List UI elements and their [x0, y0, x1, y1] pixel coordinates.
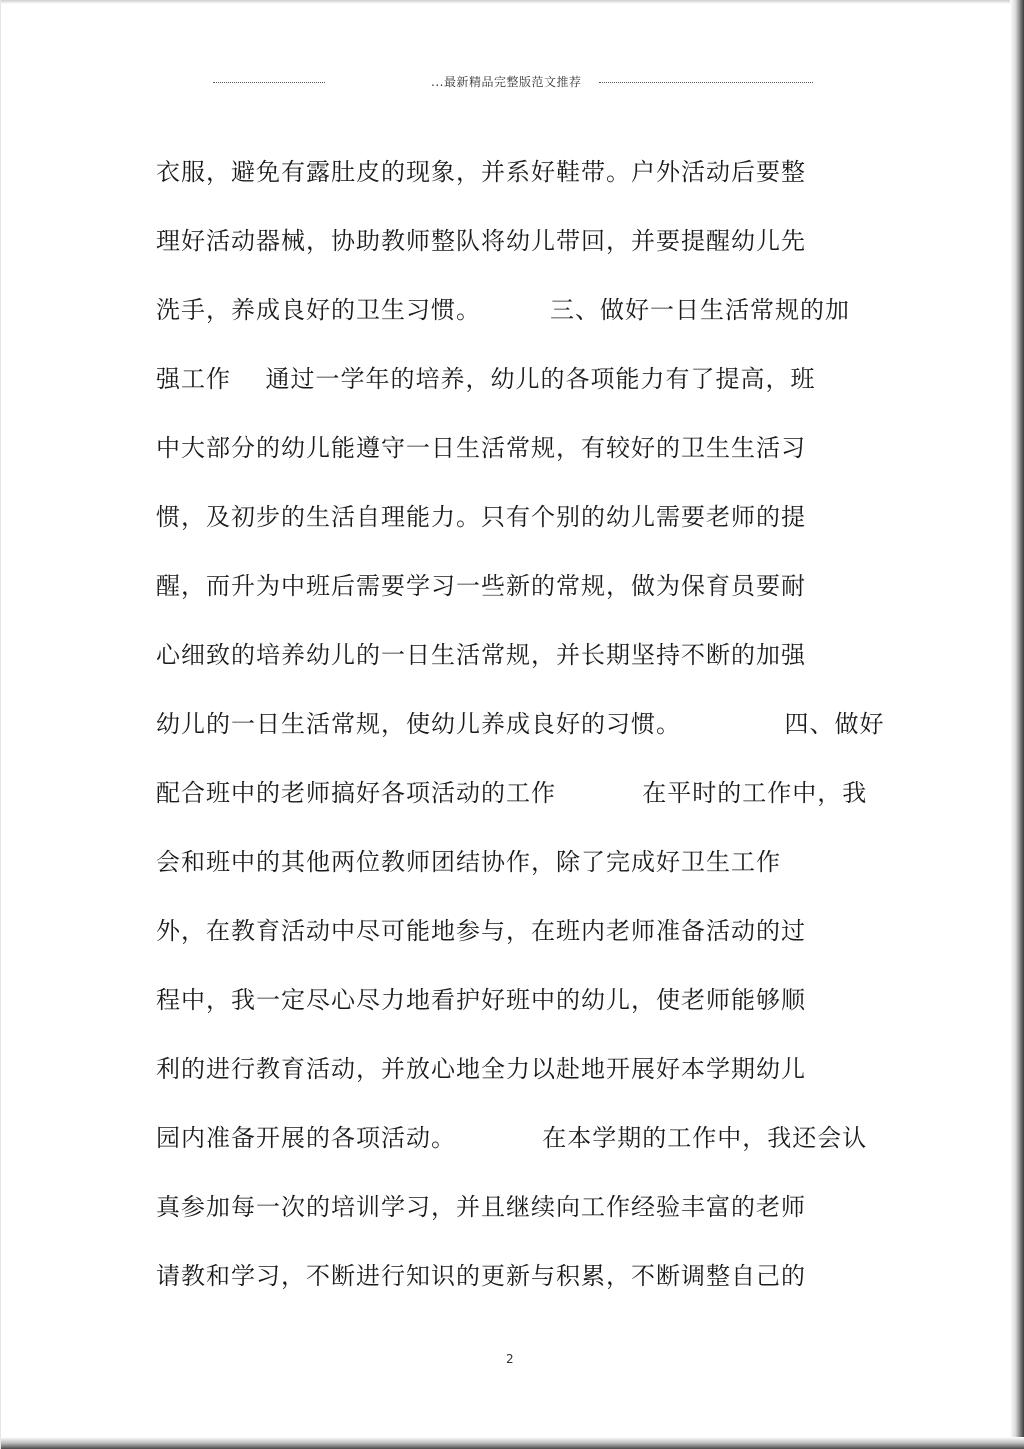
body-text-line: 外，在教育活动中尽可能地参与，在班内老师准备活动的过 — [156, 917, 806, 945]
body-text-line: 幼儿的一日生活常规，使幼儿养成良好的习惯。 四、做好 — [156, 710, 885, 738]
body-text-line: 会和班中的其他两位教师团结协作，除了完成好卫生工作 — [156, 848, 781, 876]
running-header: ...最新精品完整版范文推荐 — [431, 75, 582, 89]
page-bottom-edge-shadow — [1, 1437, 1024, 1449]
body-text-line: 理好活动器械，协助教师整队将幼儿带回，并要提醒幼儿先 — [156, 227, 806, 255]
body-text-line: 惯，及初步的生活自理能力。只有个别的幼儿需要老师的提 — [156, 503, 806, 531]
body-text-line: 园内准备开展的各项活动。 在本学期的工作中，我还会认 — [156, 1124, 868, 1152]
header-dotted-rule-right — [599, 82, 813, 83]
body-text-line: 心细致的培养幼儿的一日生活常规，并长期坚持不断的加强 — [156, 641, 806, 669]
header-dotted-rule-left — [213, 82, 325, 83]
page-right-edge-shadow — [1010, 0, 1024, 1449]
body-text-line: 真参加每一次的培训学习，并且继续向工作经验丰富的老师 — [156, 1193, 806, 1221]
body-text-line: 程中，我一定尽心尽力地看护好班中的幼儿，使老师能够顺 — [156, 986, 806, 1014]
page-top-edge — [1, 0, 1024, 4]
body-text-line: 洗手，养成良好的卫生习惯。 三、做好一日生活常规的加 — [156, 296, 851, 324]
body-text-line: 配合班中的老师搞好各项活动的工作 在平时的工作中，我 — [156, 779, 868, 807]
body-text-line: 醒，而升为中班后需要学习一些新的常规，做为保育员要耐 — [156, 572, 806, 600]
body-text-line: 衣服，避免有露肚皮的现象，并系好鞋带。户外活动后要整 — [156, 158, 806, 186]
page-number: 2 — [506, 1352, 514, 1366]
body-text-line: 强工作 通过一学年的培养，幼儿的各项能力有了提高，班 — [156, 365, 816, 393]
body-text-line: 中大部分的幼儿能遵守一日生活常规，有较好的卫生生活习 — [156, 434, 806, 462]
body-text-line: 利的进行教育活动，并放心地全力以赴地开展好本学期幼儿 — [156, 1055, 806, 1083]
body-text-line: 请教和学习，不断进行知识的更新与积累，不断调整自己的 — [156, 1262, 806, 1290]
